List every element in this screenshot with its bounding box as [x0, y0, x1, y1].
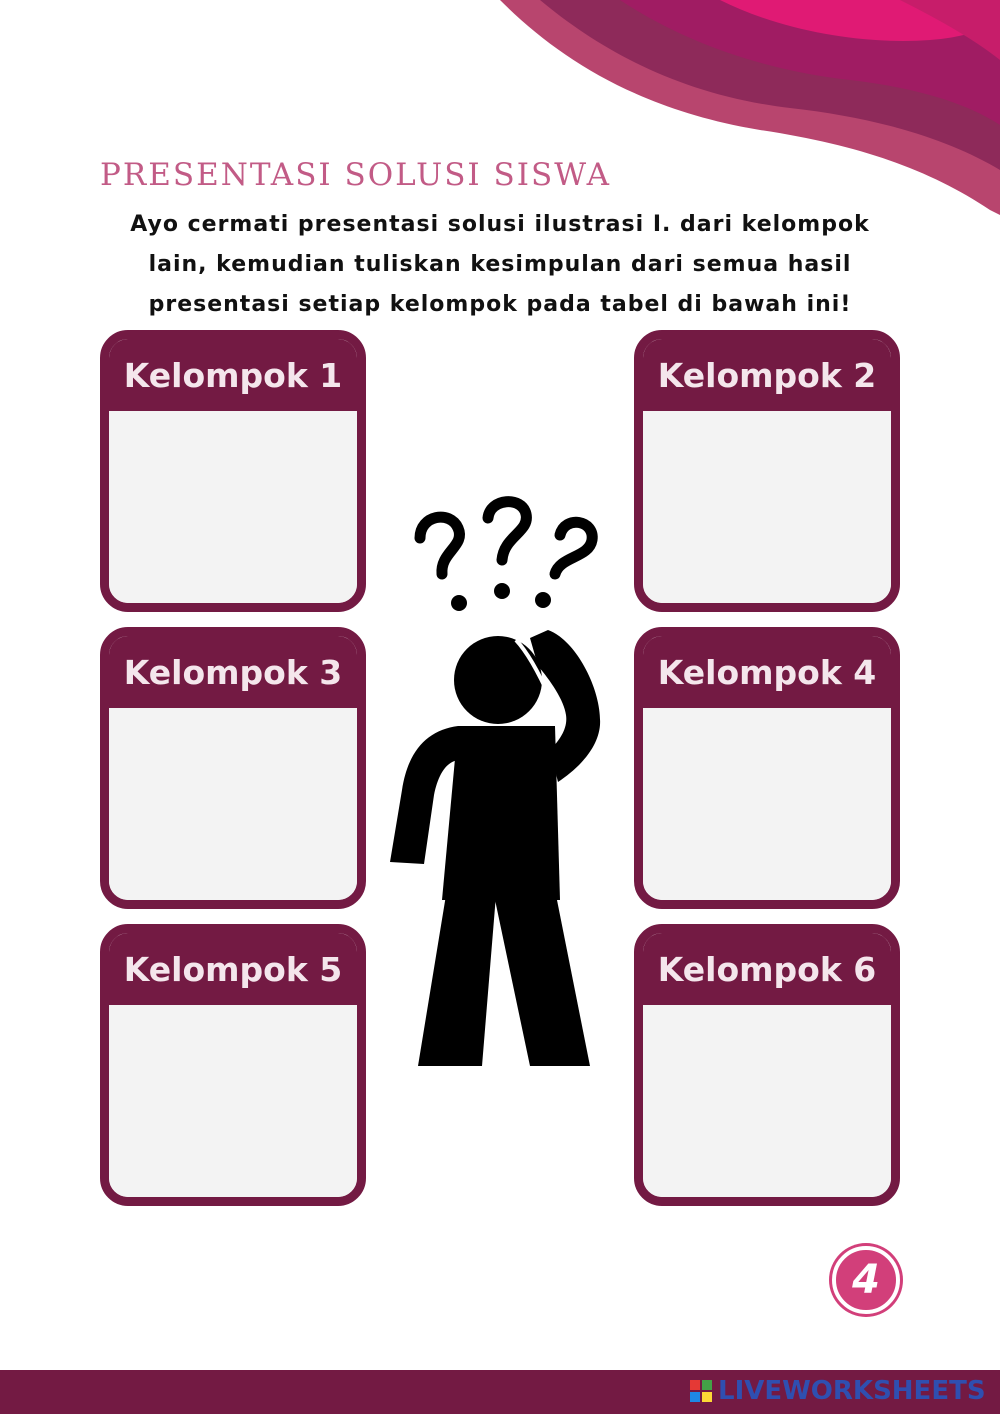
group-card-header: Kelompok 2: [643, 339, 891, 411]
group-card-5: [100, 924, 366, 1206]
group-card-1: [100, 330, 366, 612]
confused-person-icon: [380, 490, 620, 1080]
watermark: [690, 1374, 986, 1408]
answer-box-5[interactable]: [109, 1005, 357, 1197]
answer-box-3[interactable]: [109, 708, 357, 900]
group-card-header: Kelompok 1: [109, 339, 357, 411]
answer-box-2[interactable]: [643, 411, 891, 603]
group-card-6: [634, 924, 900, 1206]
group-card-header: Kelompok 5: [109, 933, 357, 1005]
answer-box-1[interactable]: [109, 411, 357, 603]
group-card-4: [634, 627, 900, 909]
group-card-header: Kelompok 3: [109, 636, 357, 708]
answer-box-6[interactable]: [643, 1005, 891, 1197]
watermark-text: LIVEWORKSHEETS: [718, 1376, 986, 1406]
page-number-badge: 4: [832, 1246, 900, 1314]
answer-box-4[interactable]: [643, 708, 891, 900]
liveworksheets-logo-icon: [690, 1380, 712, 1402]
group-card-header: Kelompok 4: [643, 636, 891, 708]
group-card-header: Kelompok 6: [643, 933, 891, 1005]
page-title: PRESENTASI SOLUSI SISWA: [100, 157, 611, 193]
group-card-3: [100, 627, 366, 909]
group-card-2: [634, 330, 900, 612]
instructions-text: Ayo cermati presentasi solusi ilustrasi I. dari kelompok lain, kemudian tuliskan kesimpulan dari semua hasil presentasi setiap kelompok pada tabel di bawah ini!: [130, 212, 870, 317]
